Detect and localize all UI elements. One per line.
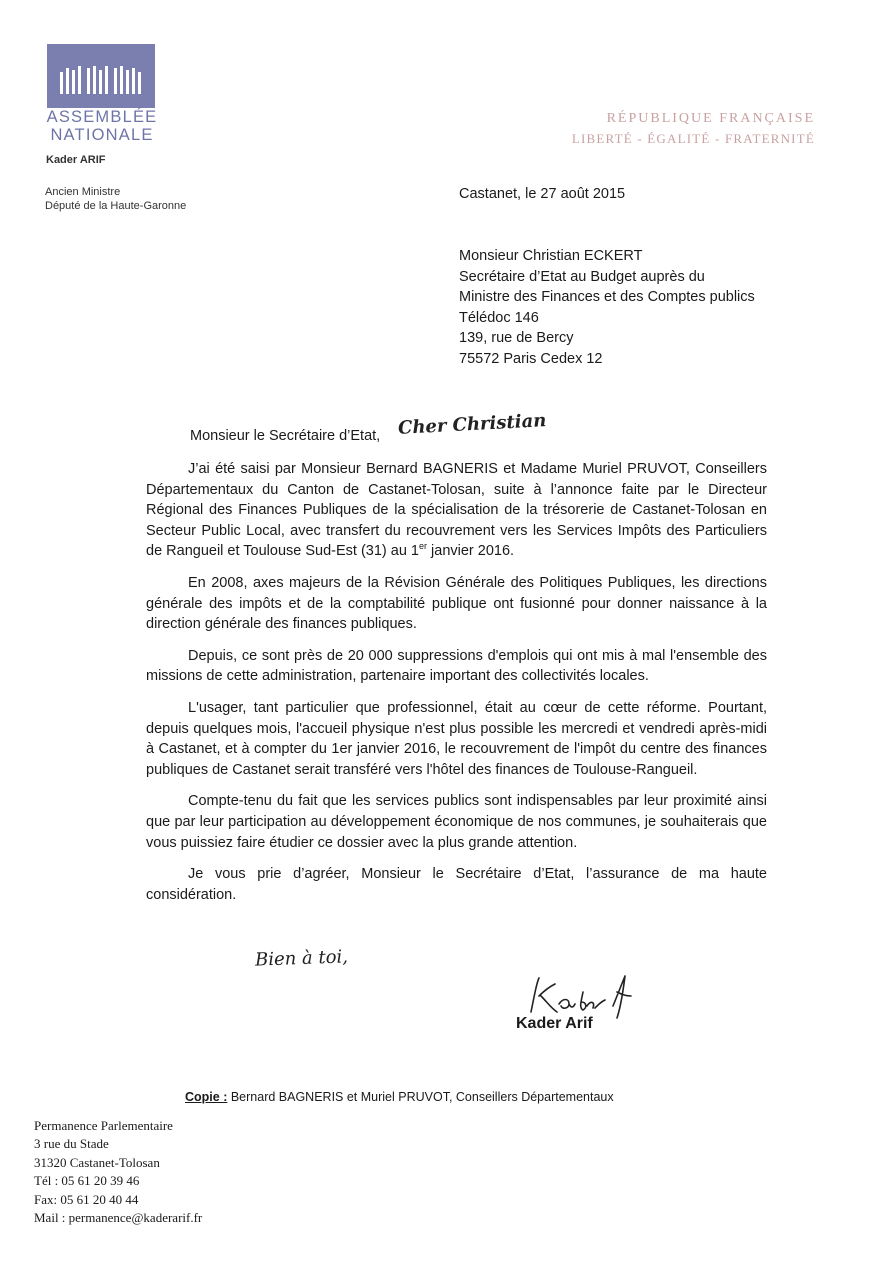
- sender-title-1: Ancien Ministre: [45, 186, 121, 198]
- salutation: Monsieur le Secrétaire d’Etat,: [190, 428, 381, 444]
- paragraph: L'usager, tant particulier que professionnel, était au cœur de cette réforme. Pourtant, depuis quelques mois, l'accueil physique n'est plus possible les mercredi et vendredi après-midi à Castanet, et à compter du 1er janvier 2016, le recouvrement de l'impôt du centre des finances publiques de Castanet serait transféré vers l'hôtel des finances de Toulouse-Rangueil.: [146, 699, 767, 778]
- paragraph: Je vous prie d’agréer, Monsieur le Secrétaire d’Etat, l’assurance de ma haute considération.: [146, 866, 767, 903]
- handwritten-closing: Bien à toi,: [254, 946, 349, 971]
- logo-text-line1: ASSEMBLÉE: [46, 108, 158, 126]
- copy-recipients: Bernard BAGNERIS et Muriel PRUVOT, Conseillers Départementaux: [227, 1090, 614, 1104]
- handwritten-salutation: Cher Christian: [397, 410, 547, 439]
- republic-motto: LIBERTÉ - ÉGALITÉ - FRATERNITÉ: [571, 131, 815, 146]
- office-line: Tél : 05 61 20 39 46: [34, 1173, 140, 1189]
- addressee-line: 139, rue de Bercy: [459, 330, 574, 346]
- addressee-line: Monsieur Christian ECKERT: [459, 248, 643, 264]
- paragraph: J’ai été saisi par Monsieur Bernard BAGNERIS et Madame Muriel PRUVOT, Conseillers Départementaux du Canton de Castanet-Tolosan, suite à l’annonce faite par le Directeur Régional des Finances Publiques de la spécialisation de la trésorerie de Castanet-Tolosan en Secteur Public Local, avec transfert du recouvrement vers les Services Impôts des Particuliers de Rangueil et Toulouse Sud-Est (31) au 1er janvier 2016.: [146, 461, 767, 560]
- date-line: Castanet, le 27 août 2015: [459, 186, 626, 202]
- office-line: Permanence Parlementaire: [34, 1118, 173, 1133]
- republic-heading: RÉPUBLIQUE FRANÇAISE: [606, 111, 815, 126]
- logo-text-line2: NATIONALE: [50, 126, 154, 144]
- letter-body: [146, 459, 767, 916]
- office-line: Fax: 05 61 20 40 44: [34, 1191, 139, 1207]
- office-line: Mail : permanence@kaderarif.fr: [34, 1210, 203, 1226]
- copy-label: Copie :: [185, 1090, 228, 1104]
- copy-line: [185, 1090, 614, 1104]
- paragraph: Compte-tenu du fait que les services publics sont indispensables par leur proximité ainsi que par leur participation au développement économique de nos communes, je souhaiterais que vous puissiez faire étudier ce dossier avec la plus grande attention.: [146, 793, 767, 851]
- hemicycle-icon: [47, 44, 155, 108]
- paragraph: En 2008, axes majeurs de la Révision Générale des Politiques Publiques, les directions générale des impôts et de la comptabilité publique ont fusionné pour donner naissance à la direction générale des finances publiques.: [146, 574, 767, 633]
- paragraph: Depuis, ce sont près de 20 000 suppressions d'emplois qui ont mis à mal l'ensemble des missions de cette administration, partenaire important des collectivités locales.: [146, 647, 767, 685]
- signer-name: Kader Arif: [516, 1015, 593, 1032]
- assemblee-nationale-logo: [47, 44, 155, 108]
- addressee-line: 75572 Paris Cedex 12: [459, 350, 603, 367]
- addressee-line: Ministre des Finances et des Comptes publics: [459, 289, 755, 305]
- office-line: 3 rue du Stade: [34, 1136, 109, 1152]
- addressee-line: Secrétaire d’Etat au Budget auprès du: [459, 268, 705, 285]
- sender-title-2: Député de la Haute-Garonne: [45, 200, 187, 212]
- addressee-block: [459, 246, 755, 369]
- sender-name: Kader ARIF: [46, 154, 106, 166]
- office-address: [34, 1117, 202, 1227]
- office-line: 31320 Castanet-Tolosan: [34, 1154, 160, 1170]
- addressee-line: Télédoc 146: [459, 309, 539, 326]
